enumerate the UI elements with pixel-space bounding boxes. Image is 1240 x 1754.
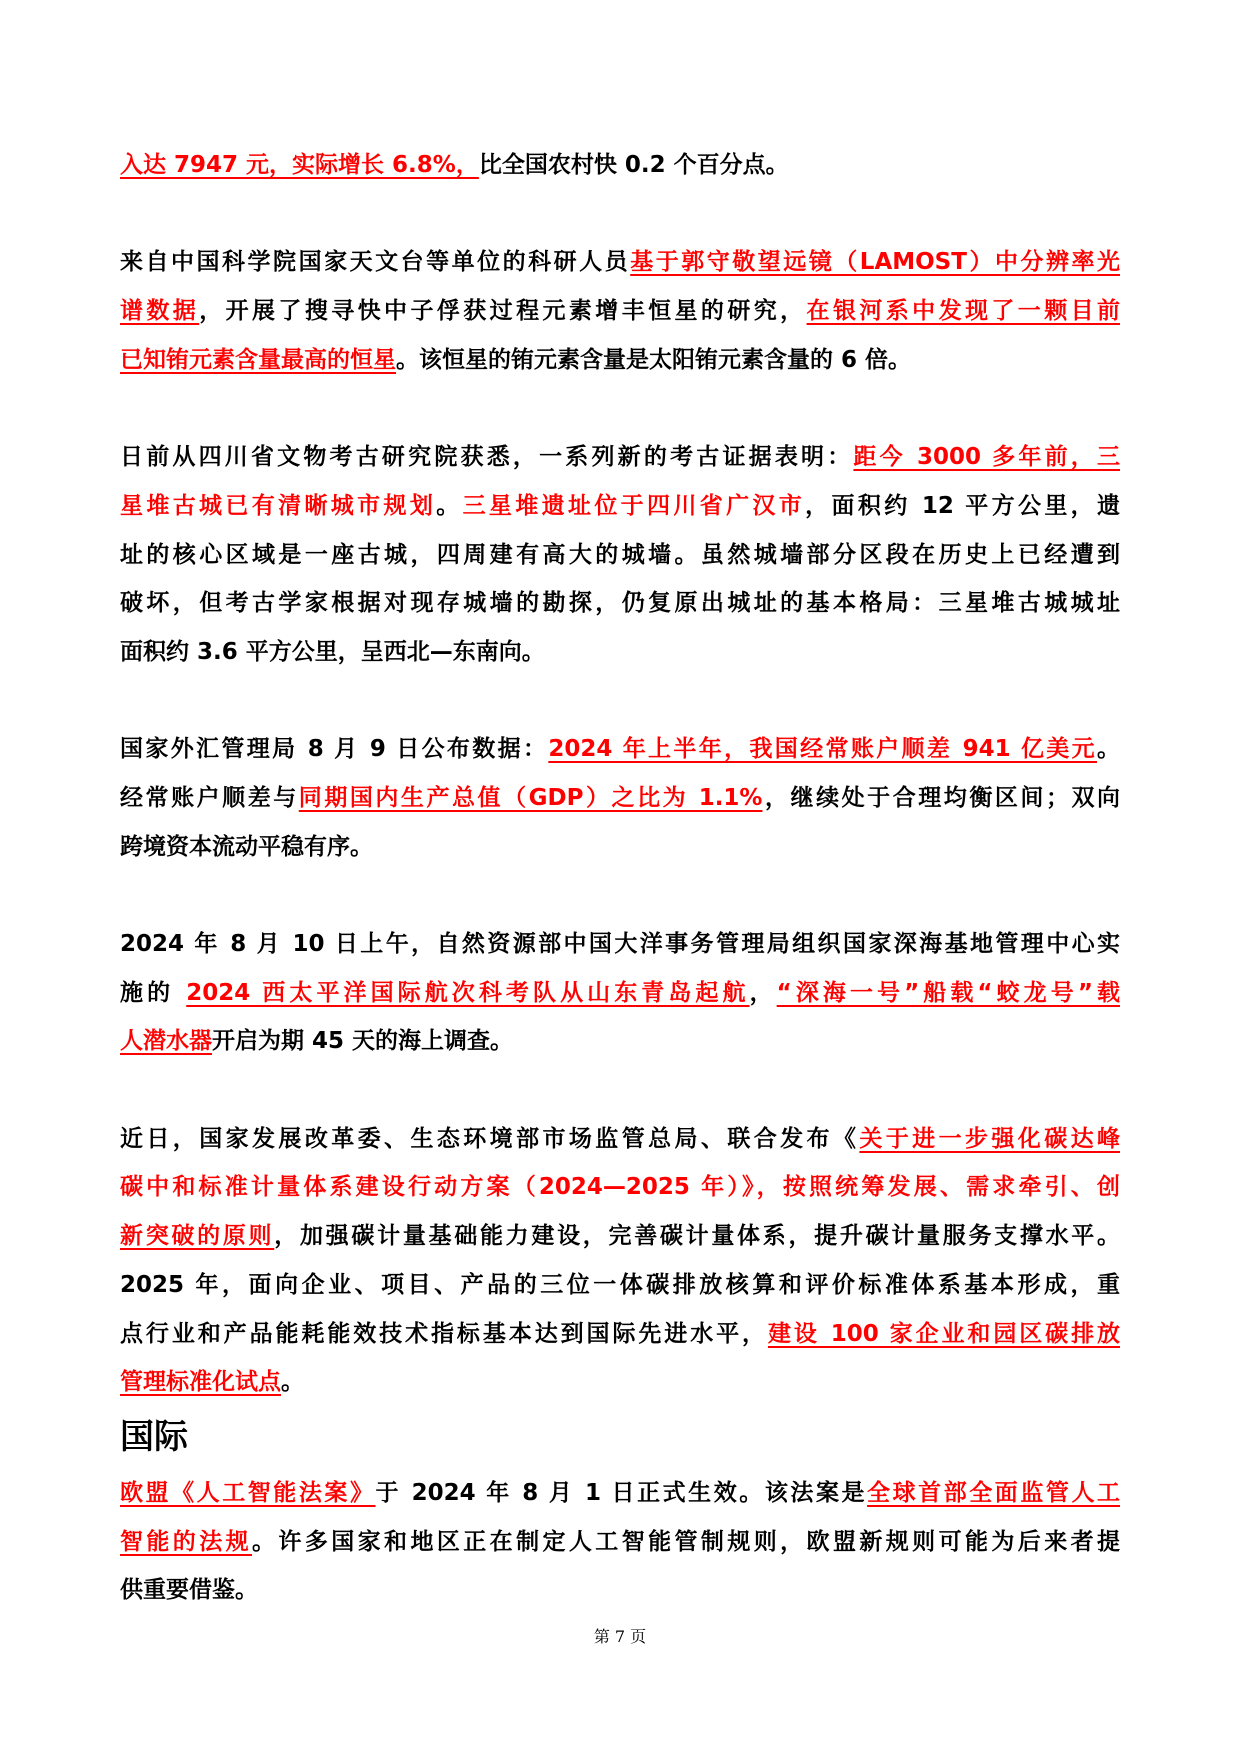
text-line [120,823,1120,872]
highlight-link[interactable]: 管理标准化试点 [120,1369,281,1396]
paragraph [120,141,1120,190]
body-text: ，面积约 12 平方公里，遗 [805,492,1121,519]
text-line [120,969,1120,1018]
body-text: 址的核心区域是一座古城，四周建有高大的城墙。虽然城墙部分区段在历史上已经遭到 [120,541,1120,568]
body-text: 。 [436,492,463,519]
highlight-link[interactable]: 在银河系中发现了一颗目前 [806,298,1121,325]
highlight-link[interactable]: “深海一号”船载“蛟龙号”载 [776,979,1121,1006]
body-text: 比全国农村快 0.2 个百分点。 [478,152,789,178]
text-line [120,1017,1120,1066]
highlight-link[interactable]: 关于进一步强化碳达峰 [859,1125,1121,1152]
text-line [120,774,1120,823]
highlight-link[interactable]: 谱数据 [120,298,200,325]
paragraph [120,238,1120,384]
text-line [120,579,1120,628]
highlight-text: 三星堆遗址位于四川省广汉市 [462,492,806,519]
highlight-link[interactable]: 欧盟《人工智能法案》 [120,1479,376,1506]
highlight-link[interactable]: 距今 3000 多年前，三 [853,444,1120,471]
body-text: 国家外汇管理局 8 月 9 日公布数据： [120,736,549,763]
body-text: ，继续处于合理均衡区间；双向 [762,784,1121,811]
body-text: 供重要借鉴。 [120,1577,258,1604]
text-line [120,1358,1120,1407]
text-line [120,1115,1120,1164]
text-line [120,336,1120,385]
body-text: 于 2024 年 8 月 1 日正式生效。该法案是 [375,1479,868,1506]
body-text: 近日，国家发展改革委、生态环境部市场监管总局、联合发布《 [120,1125,860,1152]
text-line [120,482,1120,531]
text-line [120,725,1120,774]
body-text: 施的 [120,979,187,1006]
highlight-link[interactable]: 建设 100 家企业和园区碳排放 [767,1320,1120,1347]
body-text: 点行业和产品能耗能效技术指标基本达到国际先进水平， [120,1320,768,1347]
paragraph [120,1469,1120,1615]
body-text: ，开展了搜寻快中子俘获过程元素增丰恒星的研究， [199,298,807,325]
body-text: 。许多国家和地区正在制定人工智能管制规则，欧盟新规则可能为后来者提 [252,1528,1121,1555]
highlight-text: 星堆古城已有清晰城市规划 [120,492,437,519]
body-text: 开启为期 45 天的海上调查。 [212,1028,514,1055]
highlight-link[interactable]: 2024 西太平洋国际航次科考队从山东青岛起航 [186,979,750,1006]
page-number: 第 7 页 [593,1627,647,1646]
body-text: 。 [1097,736,1121,763]
text-line [120,1566,1120,1615]
highlight-link[interactable]: 同期国内生产总值（GDP）之比为 1.1% [298,784,763,811]
paragraph [120,920,1120,1066]
text-line [120,1212,1120,1261]
highlight-link[interactable]: 2024 年上半年，我国经常账户顺差 941 亿美元 [548,736,1098,763]
body-text: 。该恒星的铕元素含量是太阳铕元素含量的 6 倍。 [396,346,912,373]
text-line [120,920,1120,969]
body-text: 。 [281,1369,304,1396]
body-text: 2025 年，面向企业、项目、产品的三位一体碳排放核算和评价标准体系基本形成，重 [120,1271,1120,1298]
highlight-text: 碳中和标准计量体系建设行动方案（2024—2025 年）》，按照统筹发展、需求牵引、创 [120,1174,1120,1201]
body-text: 破坏，但考古学家根据对现存城墙的勘探，仍复原出城址的基本格局：三星堆古城城址 [120,590,1120,617]
document-body [120,141,1120,1664]
text-line [120,1163,1120,1212]
section-heading: 国际 [120,1416,188,1457]
body-text: 跨境资本流动平稳有序。 [120,833,373,860]
body-text: 2024 年 8 月 10 日上午，自然资源部中国大洋事务管理局组织国家深海基地管理中心实 [120,931,1120,957]
body-text: 经常账户顺差与 [120,784,299,811]
text-line [120,628,1120,677]
highlight-link[interactable]: 入达 7947 元，实际增长 6.8%， [120,152,479,178]
text-line [120,1310,1120,1359]
highlight-link[interactable]: 智能的法规 [120,1528,253,1555]
body-text: ，加强碳计量基础能力建设，完善碳计量体系，提升碳计量服务支撑水平。 [274,1223,1121,1250]
text-line [120,141,1120,190]
paragraph [120,433,1120,676]
highlight-link[interactable]: 人潜水器 [120,1028,212,1055]
paragraph [120,1115,1120,1407]
highlight-link[interactable]: 新突破的原则 [120,1223,275,1250]
text-line [120,1518,1120,1567]
paragraph [120,725,1120,871]
text-line [120,287,1120,336]
text-line [120,433,1120,482]
highlight-link[interactable]: 全球首部全面监管人工 [867,1479,1121,1506]
text-line [120,1261,1120,1310]
text-line [120,531,1120,580]
highlight-link[interactable]: 基于郭守敬望远镜（LAMOST）中分辨率光 [630,249,1121,276]
body-text: ， [749,979,777,1006]
text-line [120,1469,1120,1518]
body-text: 面积约 3.6 平方公里，呈西北—东南向。 [120,638,545,665]
body-text: 日前从四川省文物考古研究院获悉，一系列新的考古证据表明： [120,444,854,471]
body-text: 来自中国科学院国家天文台等单位的科研人员 [120,249,631,276]
highlight-link[interactable]: 已知铕元素含量最高的恒星 [120,346,396,373]
text-line [120,238,1120,287]
